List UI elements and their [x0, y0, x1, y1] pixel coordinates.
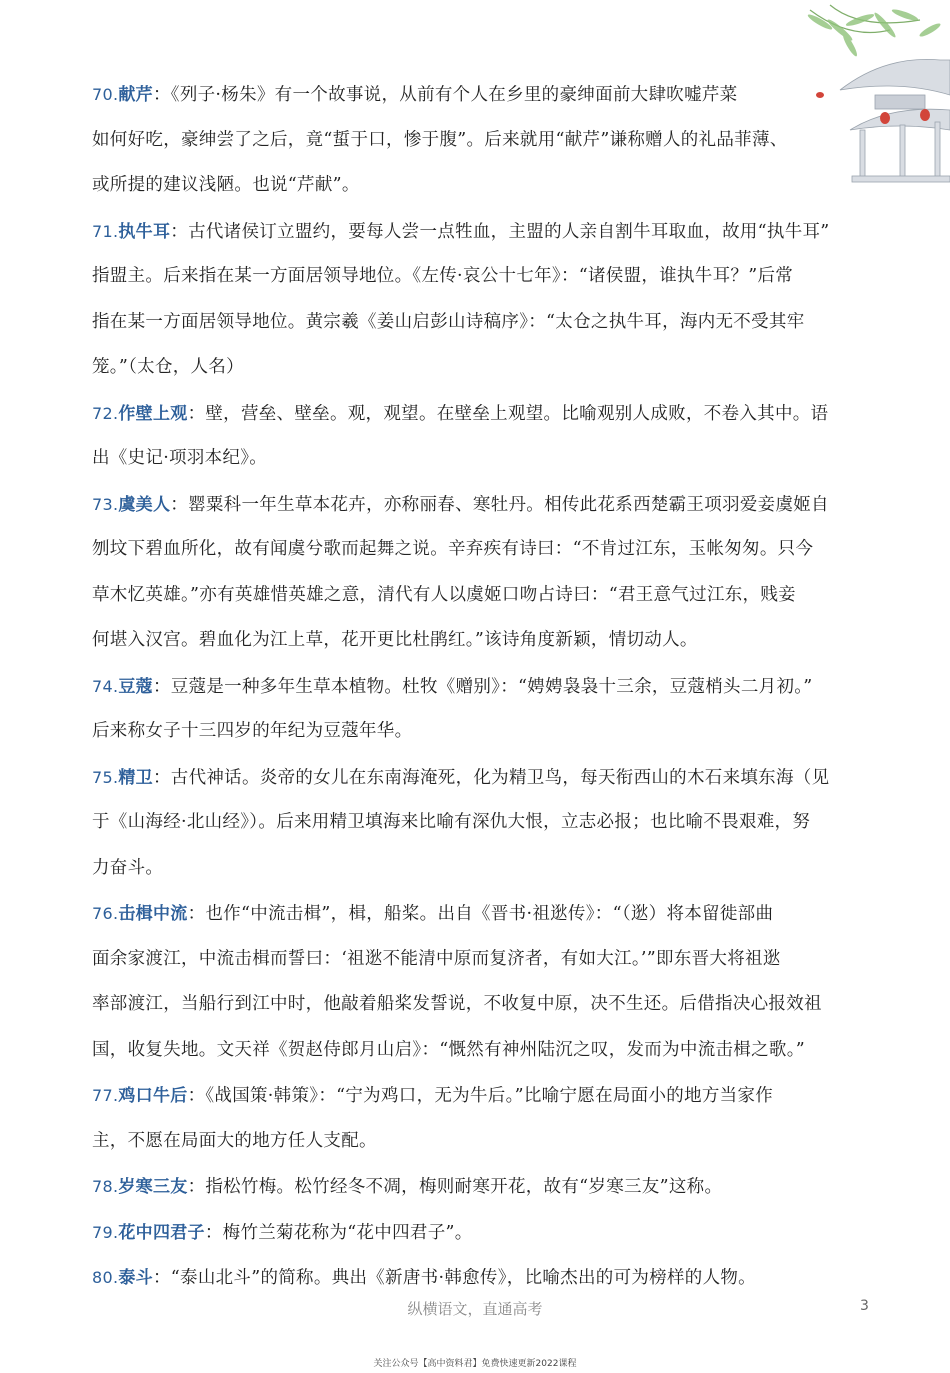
- entry-term: 鸡口牛后: [118, 1086, 188, 1106]
- entry-line: [92, 982, 864, 1028]
- entry-line: [92, 1073, 864, 1119]
- entry-71: [92, 209, 864, 391]
- entry-line: [92, 482, 864, 528]
- entry-number: 75.: [92, 767, 119, 787]
- entry-number: 79.: [92, 1222, 119, 1242]
- entry-number: 80.: [92, 1268, 119, 1287]
- entry-line: [92, 163, 864, 209]
- entry-number: 77.: [92, 1086, 119, 1105]
- entry-80: [92, 1255, 864, 1301]
- entry-76: [92, 891, 864, 1073]
- footer-note: 关注公众号【高中资料君】免费快速更新2022课程: [373, 1359, 577, 1369]
- entry-line: [92, 72, 864, 118]
- entry-text: 指在某一方面居领导地位。黄宗羲《姜山启彭山诗稿序》：“太仓之执牛耳，海内无不受其牢: [92, 311, 805, 332]
- entry-text: ：指松竹梅。松竹经冬不凋，梅则耐寒开花，故有“岁寒三友”这称。: [187, 1177, 723, 1197]
- entry-number: 73.: [92, 494, 119, 514]
- entry-line: [92, 209, 864, 255]
- entry-line: [92, 846, 864, 892]
- entry-list: [92, 72, 864, 1301]
- entry-text: 率部渡江，当船行到江中时，他敲着船桨发誓说，不收复中原，决不生还。后借指决心报效祖: [92, 994, 822, 1014]
- entry-text: ：《列子·杨朱》有一个故事说，从前有个人在乡里的豪绅面前大肆吹嘘芹菜: [152, 85, 738, 105]
- entry-text: ：豆蔻是一种多年生草本植物。杜牧《赠别》：“娉娉袅袅十三余，豆蔻梢头二月初。”: [152, 676, 813, 697]
- entry-text: ：古代神话。炎帝的女儿在东南海淹死，化为精卫鸟，每天衔西山的木石来填东海（见: [152, 767, 830, 788]
- entry-line: [92, 391, 864, 437]
- entry-text: ：古代诸侯订立盟约，要每人尝一点牲血，主盟的人亲自割牛耳取血，故用“执牛耳”: [170, 221, 830, 242]
- entry-term: 精卫: [118, 767, 153, 788]
- entry-text: 草木忆英雄。”亦有英雄惜英雄之意，清代有人以虞姬口吻占诗曰：“君王意气过江东，贱妾: [92, 584, 796, 605]
- entry-term: 泰斗: [118, 1268, 153, 1288]
- entry-text: 如何好吃，豪绅尝了之后，竟“蜇于口，惨于腹”。后来就用“献芹”谦称赠人的礼品菲薄、: [92, 129, 788, 150]
- entry-77: [92, 1073, 864, 1164]
- entry-line: [92, 1119, 864, 1165]
- entry-line: [92, 618, 864, 664]
- entry-text: 或所提的建议浅陋。也说“芹献”。: [92, 175, 360, 195]
- entry-text: ：也作“中流击楫”，楫，船桨。出自《晋书·祖逖传》：“（逖）将本留徙部曲: [187, 904, 774, 924]
- entry-text: 指盟主。后来指在某一方面居领导地位。《左传·哀公十七年》：“诸侯盟，谁执牛耳？”后常: [92, 266, 794, 286]
- entry-term: 豆蔻: [118, 676, 153, 697]
- entry-number: 74.: [92, 676, 119, 696]
- entry-line: [92, 1028, 864, 1074]
- entry-line: [92, 1210, 864, 1256]
- entry-line: [92, 254, 864, 300]
- entry-75: [92, 755, 864, 892]
- entry-term: 执牛耳: [118, 221, 171, 242]
- entry-term: 击楫中流: [118, 904, 188, 924]
- entry-number: 78.: [92, 1177, 119, 1196]
- entry-line: [92, 891, 864, 937]
- entry-line: [92, 755, 864, 801]
- entry-text: ：壁，营垒、壁垒。观，观望。在壁垒上观望。比喻观别人成败，不卷入其中。语: [187, 403, 829, 424]
- entry-line: [92, 573, 864, 619]
- entry-line: [92, 709, 864, 755]
- entry-line: [92, 118, 864, 164]
- entry-text: 面余家渡江，中流击楫而誓曰：‘祖逖不能清中原而复济者，有如大江。’”即东晋大将祖逖: [92, 948, 781, 969]
- entry-line: [92, 937, 864, 983]
- entry-text: ：“泰山北斗”的简称。典出《新唐书·韩愈传》，比喻杰出的可为榜样的人物。: [152, 1268, 756, 1288]
- entry-text: 何堪入汉宫。碧血化为江上草，花开更比杜鹃红。”该诗角度新颖，情切动人。: [92, 630, 698, 650]
- entry-text: ：《战国策·韩策》：“宁为鸡口，无为牛后。”比喻宁愿在局面小的地方当家作: [187, 1086, 774, 1106]
- entry-text: 刎坟下碧血所化，故有闻虞兮歌而起舞之说。辛弃疾有诗曰：“不肯过江东，玉帐匆匆。只今: [92, 539, 814, 559]
- entry-number: 71.: [92, 221, 119, 241]
- entry-text: ：梅竹兰菊花称为“花中四君子”。: [204, 1222, 473, 1243]
- entry-line: [92, 664, 864, 710]
- entry-line: [92, 1255, 864, 1301]
- entry-term: 虞美人: [118, 494, 171, 515]
- entry-line: [92, 436, 864, 482]
- entry-term: 献芹: [118, 85, 153, 105]
- entry-text: 笼。”（太仓，人名）: [92, 357, 244, 377]
- entry-term: 岁寒三友: [118, 1177, 188, 1197]
- entry-72: [92, 391, 864, 482]
- entry-number: 76.: [92, 904, 119, 923]
- entry-line: [92, 300, 864, 346]
- entry-term: 花中四君子: [118, 1222, 205, 1243]
- entry-text: 力奋斗。: [92, 857, 164, 878]
- entry-70: [92, 72, 864, 209]
- entry-text: 后来称女子十三四岁的年纪为豆蔻年华。: [92, 721, 413, 741]
- entry-line: [92, 800, 864, 846]
- footer-slogan: 纵横语文，直通高考: [407, 1300, 543, 1318]
- entry-number: 70.: [92, 85, 119, 104]
- entry-number: 72.: [92, 403, 119, 423]
- page-number: 3: [860, 1298, 869, 1314]
- entry-line: [92, 1164, 864, 1210]
- entry-text: 出《史记·项羽本纪》。: [92, 448, 268, 468]
- entry-text: 主，不愿在局面大的地方任人支配。: [92, 1130, 377, 1151]
- entry-line: [92, 527, 864, 573]
- entry-term: 作壁上观: [118, 403, 188, 424]
- entry-text: 于《山海经·北山经》）。后来用精卫填海来比喻有深仇大恨，立志必报；也比喻不畏艰难，努: [92, 812, 811, 832]
- entry-text: 国，收复失地。文天祥《贺赵侍郎月山启》：“慨然有神州陆沉之叹，发而为中流击楫之歌。”: [92, 1039, 805, 1060]
- entry-74: [92, 664, 864, 755]
- entry-73: [92, 482, 864, 664]
- entry-text: ：罂粟科一年生草本花卉，亦称丽春、寒牡丹。相传此花系西楚霸王项羽爱妾虞姬自: [170, 494, 829, 515]
- entry-79: [92, 1210, 864, 1256]
- entry-78: [92, 1164, 864, 1210]
- entry-line: [92, 345, 864, 391]
